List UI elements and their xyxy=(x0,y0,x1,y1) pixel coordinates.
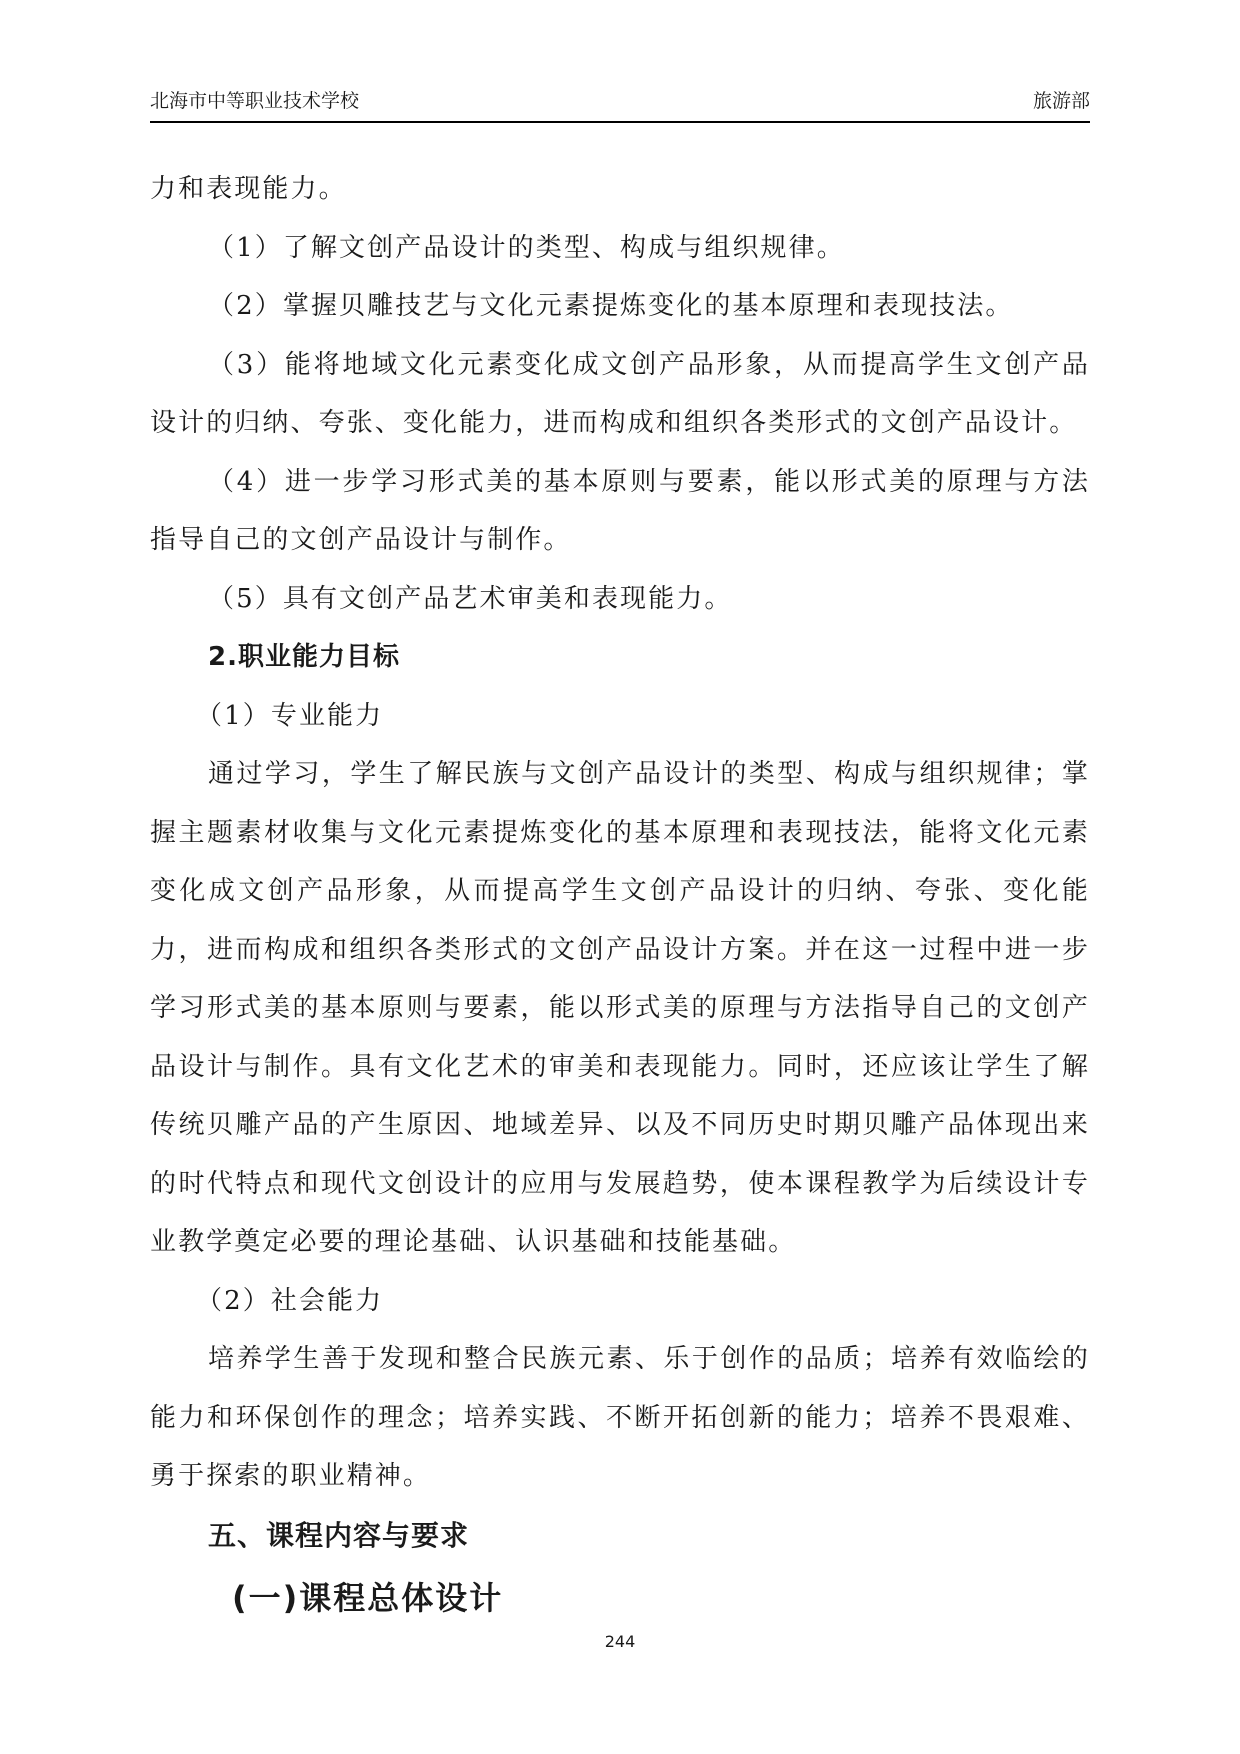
school-name: 北海市中等职业技术学校 xyxy=(150,90,360,112)
heading-overall-design: (一)课程总体设计 xyxy=(232,1578,504,1617)
department-name: 旅游部 xyxy=(1032,90,1090,112)
page-content xyxy=(150,160,1090,1630)
list-item-1: （1）了解文创产品设计的类型、构成与组织规律。 xyxy=(208,232,845,263)
page-header xyxy=(150,86,1090,123)
list-item-3: （3）能将地域文化元素变化成文创产品形象，从而提高学生文创产品设计的归纳、夸张、变化能力，进而构成和组织各类形式的文创产品设计。 xyxy=(150,349,1090,438)
list-item-5: （5）具有文创产品艺术审美和表现能力。 xyxy=(208,583,733,614)
heading-career-ability: 2.职业能力目标 xyxy=(208,642,400,672)
paragraph-professional: 通过学习，学生了解民族与文创产品设计的类型、构成与组织规律；掌握主题素材收集与文化元素提炼变化的基本原理和表现技法，能将文化元素变化成文创产品形象，从而提高学生文创产品设计的归纳、夸张、变化能力，进而构成和组织各类形式的文创产品设计方案。并在这一过程中进一步学习形式美的基本原则与要素，能以形式美的原理与方法指导自己的文创产品设计与制作。具有文化艺术的审美和表现能力。同时，还应该让学生了解传统贝雕产品的产生原因、地域差异、以及不同历史时期贝雕产品体现出来的时代特点和现代文创设计的应用与发展趋势，使本课程教学为后续设计专业教学奠定必要的理论基础、认识基础和技能基础。 xyxy=(150,759,1090,1257)
list-item-2: （2）掌握贝雕技艺与文化元素提炼变化的基本原理和表现技法。 xyxy=(208,291,1014,321)
heading-section-5: 五、课程内容与要求 xyxy=(208,1518,470,1552)
page-number: 244 xyxy=(604,1632,636,1651)
subheading-professional: （1）专业能力 xyxy=(196,700,384,731)
list-item-4: （4）进一步学习形式美的基本原则与要素，能以形式美的原理与方法指导自己的文创产品设计与制作。 xyxy=(150,466,1090,555)
subheading-social: （2）社会能力 xyxy=(196,1285,384,1316)
paragraph-social: 培养学生善于发现和整合民族元素、乐于创作的品质；培养有效临绘的能力和环保创作的理念；培养实践、不断开拓创新的能力；培养不畏艰难、勇于探索的职业精神。 xyxy=(150,1344,1090,1491)
paragraph-continuation: 力和表现能力。 xyxy=(150,174,347,204)
